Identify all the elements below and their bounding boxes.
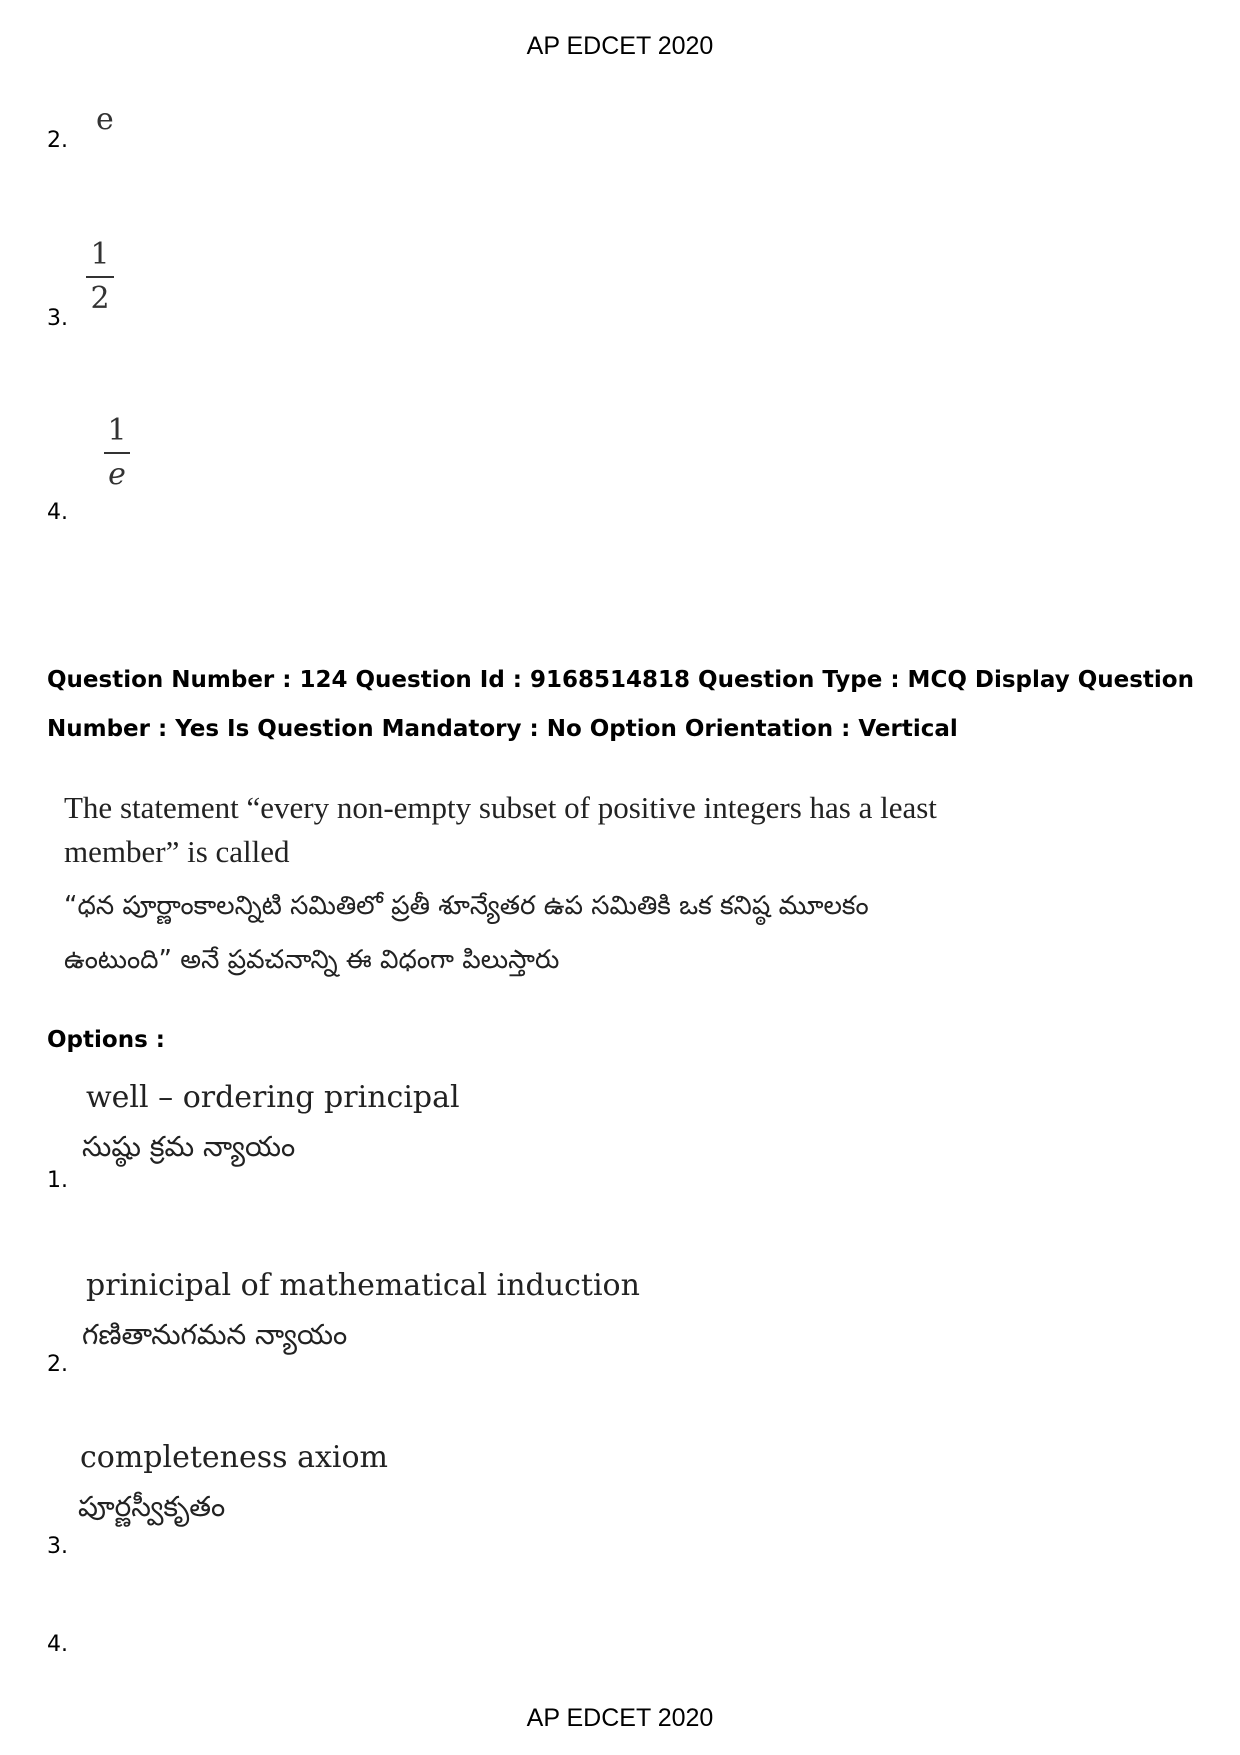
option-1-text-en: well – ordering principal: [86, 1080, 460, 1115]
page-footer: AP EDCET 2020: [526, 1704, 714, 1732]
prev-option-3-number: 3.: [47, 306, 68, 331]
question-stem-en-line-2: member” is called: [64, 834, 290, 869]
question-stem-te-line-1: “ధన పూర్ణాంకాలన్నిటి సమితిలో ప్రతీ శూన్యేతర ఉప సమితికి ఒక కనిష్ఠ మూలకం: [64, 891, 869, 921]
prev-option-4-fraction: [104, 412, 130, 494]
question-stem-en-line-1: The statement “every non-empty subset of positive integers has a least: [64, 790, 937, 825]
option-4-number: 4.: [47, 1632, 68, 1657]
prev-option-4-number: 4.: [47, 500, 68, 525]
fraction-denominator: e: [108, 457, 126, 492]
fraction-numerator: 1: [90, 237, 110, 272]
option-3-text-en: completeness axiom: [80, 1440, 388, 1475]
options-label: Options :: [47, 1027, 165, 1053]
question-meta-line-2: Number : Yes Is Question Mandatory : No Option Orientation : Vertical: [47, 716, 958, 742]
option-2-number: 2.: [47, 1352, 68, 1377]
fraction-bar: [86, 276, 114, 278]
prev-option-2-number: 2.: [47, 128, 68, 153]
option-2-text-en: prinicipal of mathematical induction: [86, 1268, 640, 1303]
prev-option-2-text: e: [96, 102, 114, 137]
fraction-bar: [104, 452, 130, 454]
option-3-number: 3.: [47, 1534, 68, 1559]
fraction-denominator: 2: [90, 281, 110, 316]
option-1-text-te: సుష్ఠు క్రమ న్యాయం: [82, 1130, 296, 1163]
option-2-text-te: గణితానుగమన న్యాయం: [82, 1318, 348, 1351]
page-header: AP EDCET 2020: [526, 32, 714, 60]
option-3-text-te: పూర్ణస్వీకృతం: [78, 1490, 226, 1523]
option-1-number: 1.: [47, 1168, 68, 1193]
question-meta-line-1: Question Number : 124 Question Id : 9168514818 Question Type : MCQ Display Question: [47, 667, 1194, 693]
question-stem-te-line-2: ఉంటుంది” అనే ప్రవచనాన్ని ఈ విధంగా పిలుస్తారు: [64, 945, 560, 975]
prev-option-3-fraction: [86, 236, 114, 318]
fraction-numerator: 1: [107, 413, 127, 448]
